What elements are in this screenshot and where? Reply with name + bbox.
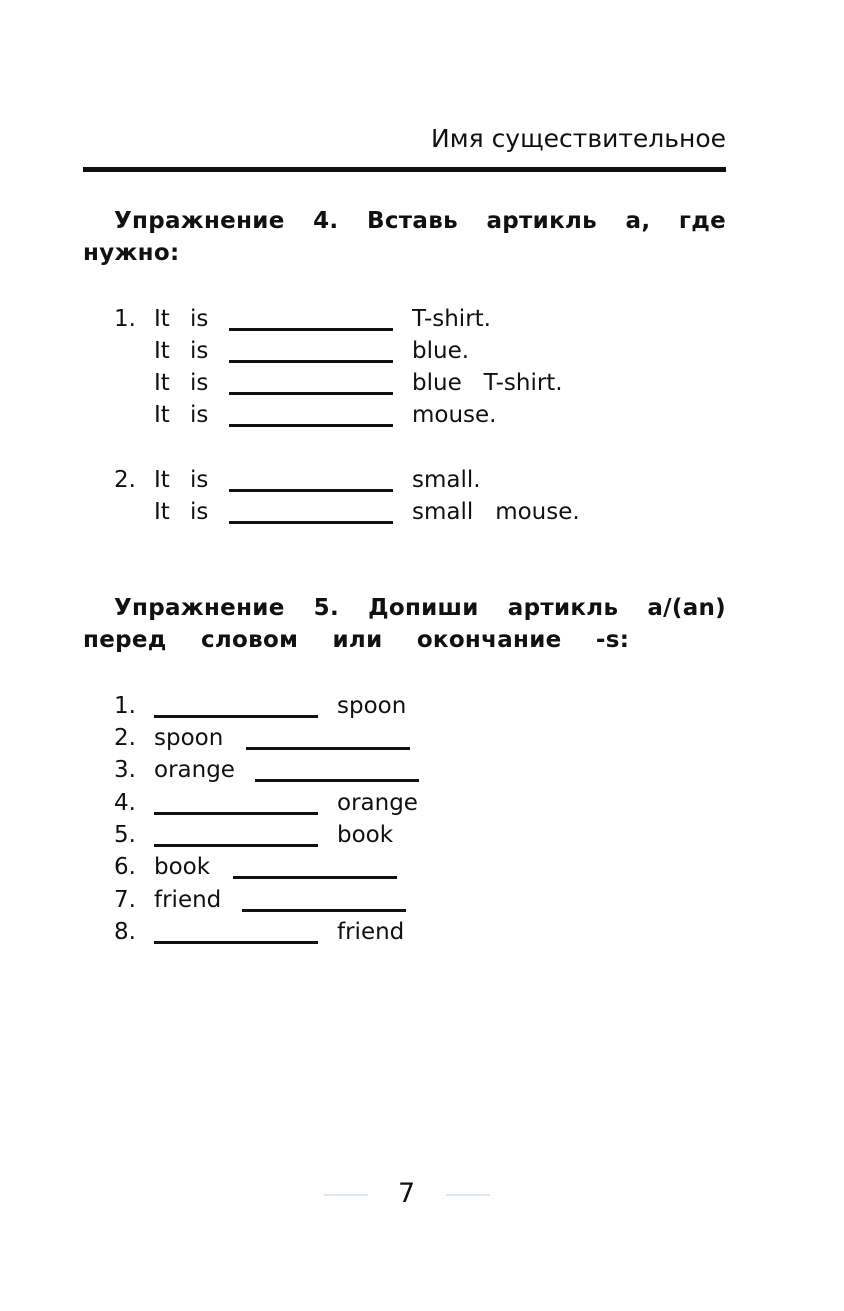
noun-word: friend <box>154 887 222 913</box>
subject-word: It <box>154 338 170 364</box>
verb-word: is <box>190 402 209 428</box>
noun-word: friend <box>337 919 405 945</box>
answer-blank[interactable] <box>229 521 393 524</box>
noun-word: blue. <box>412 338 470 364</box>
subject-word: It <box>154 402 170 428</box>
heading-word: артикль <box>507 595 619 621</box>
noun-word: small. <box>412 467 481 493</box>
heading-word: Упражнение <box>114 595 285 621</box>
footer-dash-right <box>446 1194 490 1196</box>
exercise-5-heading <box>83 592 726 656</box>
heading-word: артикль <box>486 208 597 234</box>
item-number: 4. <box>114 790 136 816</box>
noun-word: spoon <box>154 725 224 751</box>
item-number: 1. <box>114 306 136 332</box>
answer-blank[interactable] <box>154 844 318 847</box>
noun-word: blue T-shirt. <box>412 370 563 396</box>
heading-word: нужно: <box>83 240 180 266</box>
heading-word: или <box>332 627 383 653</box>
item-number: 8. <box>114 919 136 945</box>
subject-word: It <box>154 499 170 525</box>
item-number: 2. <box>114 467 136 493</box>
heading-word: -s: <box>595 627 630 653</box>
answer-blank[interactable] <box>255 779 419 782</box>
item-number: 7. <box>114 887 136 913</box>
noun-word: T-shirt. <box>412 306 491 332</box>
header-rule <box>83 167 726 172</box>
verb-word: is <box>190 338 209 364</box>
answer-blank[interactable] <box>229 392 393 395</box>
answer-blank[interactable] <box>229 424 393 427</box>
noun-word: orange <box>154 757 235 783</box>
heading-word: где <box>678 208 726 234</box>
answer-blank[interactable] <box>242 909 406 912</box>
heading-word: 4. <box>313 208 339 234</box>
noun-word: small mouse. <box>412 499 580 525</box>
answer-blank[interactable] <box>246 747 410 750</box>
item-number: 6. <box>114 854 136 880</box>
verb-word: is <box>190 306 209 332</box>
heading-word: Упражнение <box>114 208 285 234</box>
item-number: 5. <box>114 822 136 848</box>
subject-word: It <box>154 306 170 332</box>
noun-word: book <box>337 822 394 848</box>
answer-blank[interactable] <box>154 941 318 944</box>
verb-word: is <box>190 467 209 493</box>
heading-word: Вставь <box>367 208 458 234</box>
heading-word: 5. <box>313 595 339 621</box>
exercise-4-heading <box>83 205 726 269</box>
answer-blank[interactable] <box>154 812 318 815</box>
answer-blank[interactable] <box>233 876 397 879</box>
item-number: 3. <box>114 757 136 783</box>
noun-word: book <box>154 854 211 880</box>
verb-word: is <box>190 499 209 525</box>
noun-word: spoon <box>337 693 407 719</box>
heading-word: a/(an) <box>647 595 726 621</box>
heading-word: перед <box>83 627 167 653</box>
heading-word: словом <box>200 627 299 653</box>
verb-word: is <box>190 370 209 396</box>
heading-word: а, <box>625 208 651 234</box>
answer-blank[interactable] <box>229 360 393 363</box>
heading-word: окончание <box>416 627 562 653</box>
page-number: 7 <box>398 1178 416 1209</box>
noun-word: mouse. <box>412 402 497 428</box>
page-header-title: Имя существительное <box>431 124 726 153</box>
answer-blank[interactable] <box>154 715 318 718</box>
subject-word: It <box>154 370 170 396</box>
heading-word: Допиши <box>368 595 479 621</box>
item-number: 2. <box>114 725 136 751</box>
answer-blank[interactable] <box>229 489 393 492</box>
footer-dash-left <box>324 1194 368 1196</box>
item-number: 1. <box>114 693 136 719</box>
subject-word: It <box>154 467 170 493</box>
noun-word: orange <box>337 790 418 816</box>
answer-blank[interactable] <box>229 328 393 331</box>
